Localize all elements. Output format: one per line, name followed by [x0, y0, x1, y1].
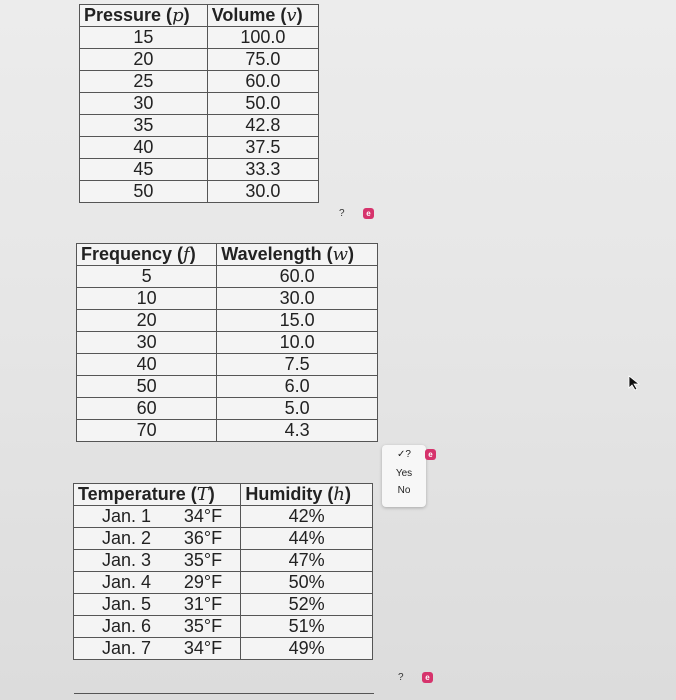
temperature-cell: 29°F	[180, 572, 241, 594]
date-cell: Jan. 3	[74, 550, 180, 572]
answer-dropdown-1[interactable]: ?	[339, 208, 345, 219]
volume-cell: 30.0	[207, 181, 318, 203]
table-row	[74, 506, 373, 528]
pressure-volume-table	[79, 4, 319, 203]
table-row	[74, 528, 373, 550]
humidity-cell: 50%	[241, 572, 373, 594]
table-row	[77, 288, 378, 310]
volume-cell: 50.0	[207, 93, 318, 115]
volume-cell: 42.8	[207, 115, 318, 137]
temperature-cell: 35°F	[180, 616, 241, 638]
pressure-cell: 40	[80, 137, 208, 159]
frequency-cell: 40	[77, 354, 217, 376]
date-cell: Jan. 1	[74, 506, 180, 528]
date-cell: Jan. 4	[74, 572, 180, 594]
pressure-header: Pressure (p)	[80, 5, 208, 27]
date-cell: Jan. 6	[74, 616, 180, 638]
pressure-cell: 45	[80, 159, 208, 181]
humidity-header: Humidity (h)	[241, 484, 373, 506]
wavelength-cell: 30.0	[217, 288, 378, 310]
answer-status-icon-1: e	[363, 208, 374, 219]
frequency-cell: 30	[77, 332, 217, 354]
volume-header: Volume (v)	[207, 5, 318, 27]
temperature-cell: 34°F	[180, 506, 241, 528]
wavelength-cell: 7.5	[217, 354, 378, 376]
answer-dropdown-3[interactable]: ?	[398, 672, 404, 683]
wavelength-header: Wavelength (w)	[217, 244, 378, 266]
table-row	[77, 310, 378, 332]
table-row	[80, 27, 319, 49]
frequency-header: Frequency (f)	[77, 244, 217, 266]
volume-cell: 75.0	[207, 49, 318, 71]
temperature-cell: 36°F	[180, 528, 241, 550]
wavelength-cell: 15.0	[217, 310, 378, 332]
answer-dropdown-2[interactable]	[382, 445, 426, 507]
dropdown-option-yes[interactable]: Yes	[395, 468, 413, 479]
frequency-cell: 70	[77, 420, 217, 442]
table-row	[77, 332, 378, 354]
table-row	[77, 354, 378, 376]
table-row	[80, 137, 319, 159]
volume-cell: 37.5	[207, 137, 318, 159]
humidity-cell: 49%	[241, 638, 373, 660]
wavelength-cell: 10.0	[217, 332, 378, 354]
volume-cell: 33.3	[207, 159, 318, 181]
table-row	[74, 572, 373, 594]
wavelength-cell: 60.0	[217, 266, 378, 288]
humidity-cell: 42%	[241, 506, 373, 528]
humidity-cell: 44%	[241, 528, 373, 550]
frequency-cell: 5	[77, 266, 217, 288]
temperature-cell: 31°F	[180, 594, 241, 616]
table-row	[74, 550, 373, 572]
pressure-cell: 35	[80, 115, 208, 137]
next-table-edge	[74, 693, 374, 694]
cursor-icon	[628, 375, 642, 391]
table-row	[74, 638, 373, 660]
table-row	[80, 49, 319, 71]
date-cell: Jan. 7	[74, 638, 180, 660]
table-row	[74, 594, 373, 616]
dropdown-selected[interactable]: ✓?	[397, 449, 411, 460]
wavelength-cell: 4.3	[217, 420, 378, 442]
temperature-header: Temperature (T)	[74, 484, 241, 506]
temperature-humidity-table	[73, 483, 373, 660]
volume-cell: 100.0	[207, 27, 318, 49]
table-header-row	[74, 484, 373, 506]
pressure-cell: 25	[80, 71, 208, 93]
dropdown-option-no[interactable]: No	[397, 485, 411, 496]
date-cell: Jan. 2	[74, 528, 180, 550]
frequency-cell: 10	[77, 288, 217, 310]
wavelength-cell: 6.0	[217, 376, 378, 398]
frequency-cell: 50	[77, 376, 217, 398]
temperature-cell: 34°F	[180, 638, 241, 660]
pressure-cell: 20	[80, 49, 208, 71]
pressure-cell: 15	[80, 27, 208, 49]
frequency-cell: 20	[77, 310, 217, 332]
table-row	[80, 181, 319, 203]
table-row	[80, 71, 319, 93]
temperature-cell: 35°F	[180, 550, 241, 572]
pressure-cell: 50	[80, 181, 208, 203]
table-header-row	[80, 5, 319, 27]
volume-cell: 60.0	[207, 71, 318, 93]
answer-status-icon-3: e	[422, 672, 433, 683]
pressure-cell: 30	[80, 93, 208, 115]
date-cell: Jan. 5	[74, 594, 180, 616]
humidity-cell: 47%	[241, 550, 373, 572]
table-row	[77, 420, 378, 442]
humidity-cell: 52%	[241, 594, 373, 616]
answer-status-icon-2: e	[425, 449, 436, 460]
table-row	[80, 115, 319, 137]
table-row	[77, 266, 378, 288]
table-row	[74, 616, 373, 638]
table-row	[77, 376, 378, 398]
table-header-row	[77, 244, 378, 266]
table-row	[80, 93, 319, 115]
wavelength-cell: 5.0	[217, 398, 378, 420]
frequency-wavelength-table	[76, 243, 378, 442]
frequency-cell: 60	[77, 398, 217, 420]
humidity-cell: 51%	[241, 616, 373, 638]
table-row	[77, 398, 378, 420]
table-row	[80, 159, 319, 181]
